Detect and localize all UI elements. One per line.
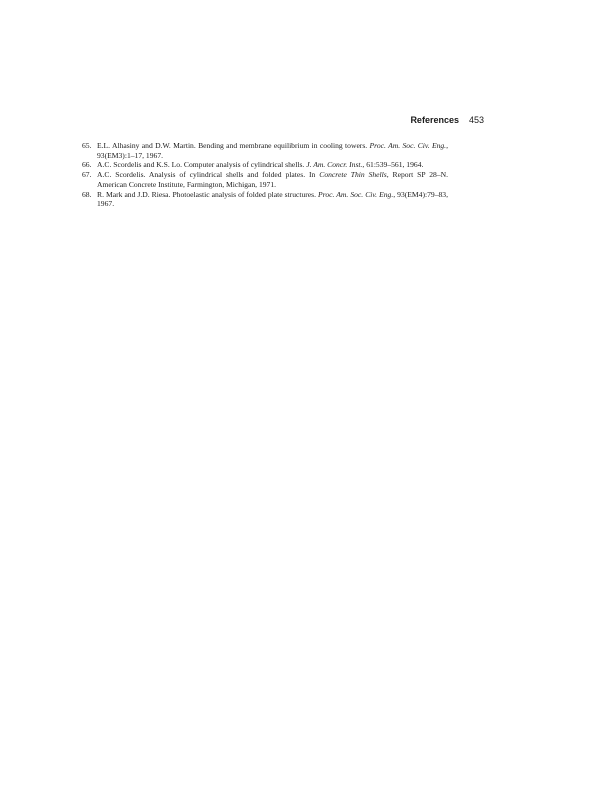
reference-item bbox=[82, 141, 448, 160]
reference-text: A.C. Scordelis and K.S. Lo. Computer analysis of cylindrical shells. J. Am. Concr. Inst., 61:539–561, 1964. bbox=[97, 160, 424, 170]
reference-number: 65. bbox=[82, 141, 92, 150]
reference-number: 68. bbox=[82, 189, 92, 199]
section-title: References bbox=[410, 115, 459, 125]
reference-item bbox=[82, 160, 448, 170]
reference-list bbox=[82, 141, 448, 209]
reference-number: 67. bbox=[82, 170, 92, 180]
running-head bbox=[120, 115, 484, 125]
reference-item bbox=[82, 190, 448, 209]
reference-number: 66. bbox=[82, 160, 92, 170]
reference-text: A.C. Scordelis. Analysis of cylindrical shells and folded plates. In Concrete Thin Shells, Report SP 28–N. American Concrete Institute, Farmington, Michigan, 1971. bbox=[97, 170, 448, 189]
page-number: 453 bbox=[468, 115, 484, 125]
reference-text: E.L. Alhasiny and D.W. Martin. Bending and membrane equilibrium in cooling towers. Proc. Am. Soc. Civ. Eng., 93(EM3):1–17, 1967. bbox=[97, 141, 448, 160]
reference-text: R. Mark and J.D. Riesa. Photoelastic analysis of folded plate structures. Proc. Am. Soc. Civ. Eng., 93(EM4):79–83, 1967. bbox=[97, 189, 448, 209]
reference-item bbox=[82, 170, 448, 189]
